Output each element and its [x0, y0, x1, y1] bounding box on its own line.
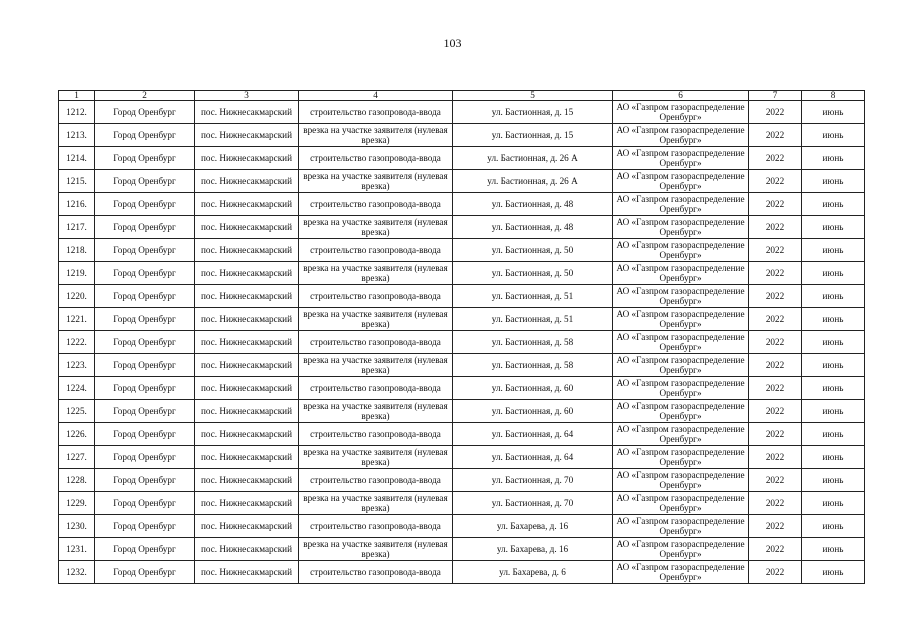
cell-organization: АО «Газпром газораспределение Оренбург»	[613, 561, 749, 584]
cell-address: ул. Бастионная, д. 70	[453, 469, 613, 492]
cell-address: ул. Бастионная, д. 58	[453, 354, 613, 377]
cell-work-type: строительство газопровода-ввода	[299, 331, 453, 354]
cell-municipality: Город Оренбург	[95, 308, 195, 331]
cell-address: ул. Бастионная, д. 26 А	[453, 170, 613, 193]
page-number: 103	[443, 36, 462, 50]
cell-work-type: врезка на участке заявителя (нулевая врезка)	[299, 216, 453, 239]
cell-row-number: 1212.	[59, 101, 95, 124]
table-row	[59, 492, 865, 515]
cell-work-type: врезка на участке заявителя (нулевая врезка)	[299, 262, 453, 285]
cell-row-number: 1225.	[59, 400, 95, 423]
cell-month: июнь	[802, 170, 865, 193]
cell-settlement: пос. Нижнесакмарский	[195, 469, 299, 492]
cell-row-number: 1229.	[59, 492, 95, 515]
cell-row-number: 1230.	[59, 515, 95, 538]
header-col-7: 7	[749, 91, 802, 101]
cell-work-type: строительство газопровода-ввода	[299, 515, 453, 538]
cell-work-type: врезка на участке заявителя (нулевая врезка)	[299, 354, 453, 377]
cell-organization: АО «Газпром газораспределение Оренбург»	[613, 515, 749, 538]
cell-month: июнь	[802, 101, 865, 124]
table-row	[59, 446, 865, 469]
table-row	[59, 400, 865, 423]
cell-year: 2022	[749, 216, 802, 239]
table-row	[59, 308, 865, 331]
cell-municipality: Город Оренбург	[95, 538, 195, 561]
cell-year: 2022	[749, 561, 802, 584]
header-col-6: 6	[613, 91, 749, 101]
cell-settlement: пос. Нижнесакмарский	[195, 308, 299, 331]
cell-address: ул. Бастионная, д. 58	[453, 331, 613, 354]
cell-organization: АО «Газпром газораспределение Оренбург»	[613, 170, 749, 193]
cell-settlement: пос. Нижнесакмарский	[195, 147, 299, 170]
cell-month: июнь	[802, 469, 865, 492]
cell-municipality: Город Оренбург	[95, 147, 195, 170]
cell-municipality: Город Оренбург	[95, 515, 195, 538]
cell-organization: АО «Газпром газораспределение Оренбург»	[613, 400, 749, 423]
table-row	[59, 561, 865, 584]
table-row	[59, 538, 865, 561]
cell-settlement: пос. Нижнесакмарский	[195, 377, 299, 400]
cell-year: 2022	[749, 469, 802, 492]
cell-year: 2022	[749, 124, 802, 147]
cell-organization: АО «Газпром газораспределение Оренбург»	[613, 262, 749, 285]
cell-address: ул. Бастионная, д. 70	[453, 492, 613, 515]
cell-organization: АО «Газпром газораспределение Оренбург»	[613, 147, 749, 170]
cell-organization: АО «Газпром газораспределение Оренбург»	[613, 331, 749, 354]
cell-month: июнь	[802, 308, 865, 331]
cell-municipality: Город Оренбург	[95, 124, 195, 147]
cell-municipality: Город Оренбург	[95, 446, 195, 469]
cell-month: июнь	[802, 354, 865, 377]
cell-month: июнь	[802, 515, 865, 538]
cell-row-number: 1218.	[59, 239, 95, 262]
table-row	[59, 216, 865, 239]
cell-row-number: 1217.	[59, 216, 95, 239]
table-row	[59, 101, 865, 124]
cell-municipality: Город Оренбург	[95, 239, 195, 262]
cell-row-number: 1232.	[59, 561, 95, 584]
cell-municipality: Город Оренбург	[95, 469, 195, 492]
cell-settlement: пос. Нижнесакмарский	[195, 124, 299, 147]
cell-settlement: пос. Нижнесакмарский	[195, 400, 299, 423]
cell-municipality: Город Оренбург	[95, 285, 195, 308]
header-col-8: 8	[802, 91, 865, 101]
table-row	[59, 124, 865, 147]
cell-municipality: Город Оренбург	[95, 193, 195, 216]
cell-organization: АО «Газпром газораспределение Оренбург»	[613, 285, 749, 308]
cell-work-type: врезка на участке заявителя (нулевая врезка)	[299, 538, 453, 561]
cell-month: июнь	[802, 492, 865, 515]
cell-year: 2022	[749, 170, 802, 193]
cell-municipality: Город Оренбург	[95, 423, 195, 446]
table-row	[59, 423, 865, 446]
cell-organization: АО «Газпром газораспределение Оренбург»	[613, 193, 749, 216]
cell-year: 2022	[749, 239, 802, 262]
cell-organization: АО «Газпром газораспределение Оренбург»	[613, 354, 749, 377]
cell-year: 2022	[749, 423, 802, 446]
cell-work-type: врезка на участке заявителя (нулевая врезка)	[299, 400, 453, 423]
cell-row-number: 1223.	[59, 354, 95, 377]
cell-address: ул. Бастионная, д. 48	[453, 216, 613, 239]
cell-work-type: строительство газопровода-ввода	[299, 377, 453, 400]
table-row	[59, 354, 865, 377]
cell-row-number: 1224.	[59, 377, 95, 400]
cell-municipality: Город Оренбург	[95, 400, 195, 423]
cell-month: июнь	[802, 446, 865, 469]
cell-work-type: врезка на участке заявителя (нулевая врезка)	[299, 446, 453, 469]
cell-address: ул. Бастионная, д. 51	[453, 285, 613, 308]
cell-municipality: Город Оренбург	[95, 262, 195, 285]
cell-year: 2022	[749, 147, 802, 170]
cell-year: 2022	[749, 193, 802, 216]
cell-settlement: пос. Нижнесакмарский	[195, 354, 299, 377]
cell-address: ул. Бастионная, д. 60	[453, 377, 613, 400]
cell-row-number: 1214.	[59, 147, 95, 170]
cell-row-number: 1226.	[59, 423, 95, 446]
table-row	[59, 262, 865, 285]
cell-settlement: пос. Нижнесакмарский	[195, 101, 299, 124]
table-row	[59, 285, 865, 308]
cell-work-type: строительство газопровода-ввода	[299, 561, 453, 584]
cell-year: 2022	[749, 400, 802, 423]
cell-year: 2022	[749, 285, 802, 308]
cell-organization: АО «Газпром газораспределение Оренбург»	[613, 216, 749, 239]
cell-year: 2022	[749, 331, 802, 354]
cell-organization: АО «Газпром газораспределение Оренбург»	[613, 124, 749, 147]
cell-month: июнь	[802, 147, 865, 170]
cell-organization: АО «Газпром газораспределение Оренбург»	[613, 308, 749, 331]
cell-year: 2022	[749, 262, 802, 285]
table-row	[59, 147, 865, 170]
cell-municipality: Город Оренбург	[95, 377, 195, 400]
cell-address: ул. Бастионная, д. 51	[453, 308, 613, 331]
cell-month: июнь	[802, 285, 865, 308]
cell-address: ул. Бастионная, д. 50	[453, 262, 613, 285]
cell-work-type: врезка на участке заявителя (нулевая врезка)	[299, 492, 453, 515]
cell-month: июнь	[802, 538, 865, 561]
cell-municipality: Город Оренбург	[95, 492, 195, 515]
cell-municipality: Город Оренбург	[95, 561, 195, 584]
cell-organization: АО «Газпром газораспределение Оренбург»	[613, 377, 749, 400]
cell-work-type: строительство газопровода-ввода	[299, 423, 453, 446]
cell-address: ул. Бастионная, д. 15	[453, 124, 613, 147]
cell-year: 2022	[749, 538, 802, 561]
cell-year: 2022	[749, 354, 802, 377]
table-row	[59, 515, 865, 538]
cell-row-number: 1216.	[59, 193, 95, 216]
cell-address: ул. Бастионная, д. 64	[453, 446, 613, 469]
cell-month: июнь	[802, 331, 865, 354]
cell-address: ул. Бахарева, д. 16	[453, 538, 613, 561]
cell-settlement: пос. Нижнесакмарский	[195, 239, 299, 262]
cell-row-number: 1231.	[59, 538, 95, 561]
cell-settlement: пос. Нижнесакмарский	[195, 285, 299, 308]
cell-address: ул. Бастионная, д. 15	[453, 101, 613, 124]
cell-address: ул. Бастионная, д. 60	[453, 400, 613, 423]
cell-address: ул. Бастионная, д. 48	[453, 193, 613, 216]
header-col-2: 2	[95, 91, 195, 101]
table-header	[59, 91, 865, 101]
cell-organization: АО «Газпром газораспределение Оренбург»	[613, 538, 749, 561]
cell-organization: АО «Газпром газораспределение Оренбург»	[613, 492, 749, 515]
table-body	[59, 101, 865, 584]
cell-work-type: строительство газопровода-ввода	[299, 469, 453, 492]
cell-month: июнь	[802, 124, 865, 147]
header-col-5: 5	[453, 91, 613, 101]
cell-organization: АО «Газпром газораспределение Оренбург»	[613, 239, 749, 262]
cell-settlement: пос. Нижнесакмарский	[195, 492, 299, 515]
cell-row-number: 1228.	[59, 469, 95, 492]
cell-work-type: строительство газопровода-ввода	[299, 193, 453, 216]
cell-settlement: пос. Нижнесакмарский	[195, 262, 299, 285]
cell-municipality: Город Оренбург	[95, 216, 195, 239]
cell-row-number: 1221.	[59, 308, 95, 331]
cell-settlement: пос. Нижнесакмарский	[195, 331, 299, 354]
cell-settlement: пос. Нижнесакмарский	[195, 216, 299, 239]
cell-month: июнь	[802, 239, 865, 262]
cell-year: 2022	[749, 492, 802, 515]
header-row	[59, 91, 865, 101]
cell-municipality: Город Оренбург	[95, 101, 195, 124]
cell-month: июнь	[802, 193, 865, 216]
header-col-3: 3	[195, 91, 299, 101]
cell-settlement: пос. Нижнесакмарский	[195, 193, 299, 216]
cell-year: 2022	[749, 101, 802, 124]
cell-settlement: пос. Нижнесакмарский	[195, 170, 299, 193]
cell-year: 2022	[749, 446, 802, 469]
cell-address: ул. Бастионная, д. 64	[453, 423, 613, 446]
cell-address: ул. Бахарева, д. 16	[453, 515, 613, 538]
cell-row-number: 1219.	[59, 262, 95, 285]
cell-month: июнь	[802, 216, 865, 239]
cell-settlement: пос. Нижнесакмарский	[195, 515, 299, 538]
cell-organization: АО «Газпром газораспределение Оренбург»	[613, 423, 749, 446]
cell-address: ул. Бастионная, д. 26 А	[453, 147, 613, 170]
cell-work-type: врезка на участке заявителя (нулевая врезка)	[299, 308, 453, 331]
cell-organization: АО «Газпром газораспределение Оренбург»	[613, 469, 749, 492]
cell-year: 2022	[749, 308, 802, 331]
header-col-4: 4	[299, 91, 453, 101]
table-row	[59, 239, 865, 262]
header-col-1: 1	[59, 91, 95, 101]
cell-organization: АО «Газпром газораспределение Оренбург»	[613, 446, 749, 469]
cell-settlement: пос. Нижнесакмарский	[195, 538, 299, 561]
cell-organization: АО «Газпром газораспределение Оренбург»	[613, 101, 749, 124]
table-row	[59, 193, 865, 216]
cell-year: 2022	[749, 515, 802, 538]
cell-address: ул. Бастионная, д. 50	[453, 239, 613, 262]
cell-row-number: 1227.	[59, 446, 95, 469]
cell-work-type: врезка на участке заявителя (нулевая врезка)	[299, 124, 453, 147]
cell-month: июнь	[802, 377, 865, 400]
cell-work-type: строительство газопровода-ввода	[299, 147, 453, 170]
cell-row-number: 1213.	[59, 124, 95, 147]
table-row	[59, 377, 865, 400]
cell-row-number: 1222.	[59, 331, 95, 354]
cell-row-number: 1220.	[59, 285, 95, 308]
table-row	[59, 331, 865, 354]
cell-month: июнь	[802, 561, 865, 584]
cell-municipality: Город Оренбург	[95, 170, 195, 193]
cell-municipality: Город Оренбург	[95, 354, 195, 377]
cell-work-type: врезка на участке заявителя (нулевая врезка)	[299, 170, 453, 193]
cell-work-type: строительство газопровода-ввода	[299, 285, 453, 308]
cell-row-number: 1215.	[59, 170, 95, 193]
cell-year: 2022	[749, 377, 802, 400]
cell-month: июнь	[802, 262, 865, 285]
table-row	[59, 469, 865, 492]
cell-municipality: Город Оренбург	[95, 331, 195, 354]
cell-month: июнь	[802, 400, 865, 423]
table-row	[59, 170, 865, 193]
registry-table	[58, 90, 865, 584]
cell-work-type: строительство газопровода-ввода	[299, 101, 453, 124]
cell-work-type: строительство газопровода-ввода	[299, 239, 453, 262]
cell-settlement: пос. Нижнесакмарский	[195, 446, 299, 469]
cell-month: июнь	[802, 423, 865, 446]
cell-address: ул. Бахарева, д. 6	[453, 561, 613, 584]
cell-settlement: пос. Нижнесакмарский	[195, 561, 299, 584]
cell-settlement: пос. Нижнесакмарский	[195, 423, 299, 446]
